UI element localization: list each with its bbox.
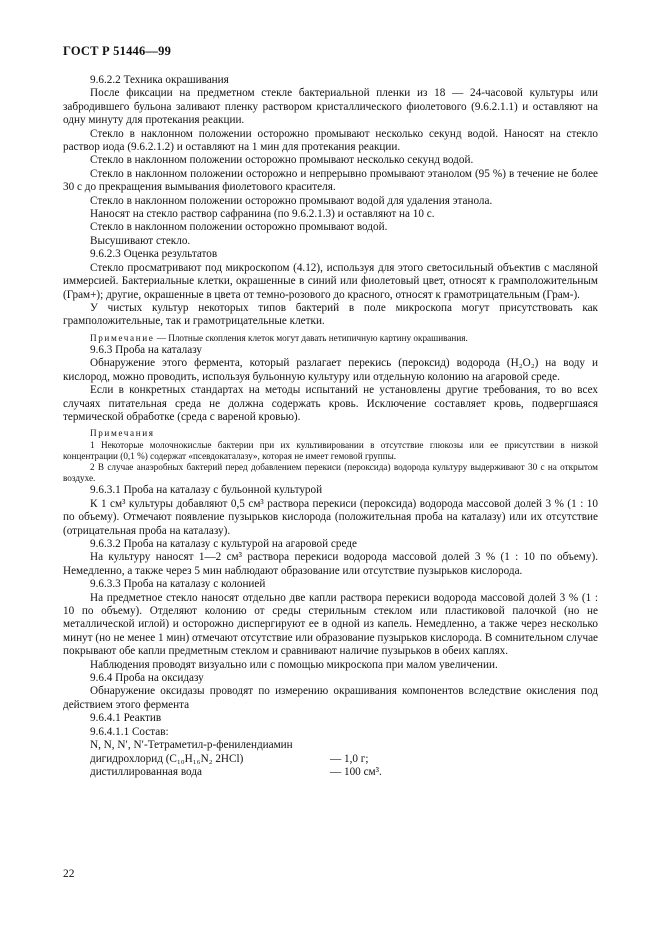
section-heading: N, N, N′, N′-Тетраметил-p-фенилендиамин <box>90 739 293 752</box>
paragraph: Если в конкретных стандартах на методы испытаний не установлены другие требования, то во всех случаях питательная среда не должна содержать кровь. Исключение составляет кровь, подвергшаяся термической обработке (среда с вареной кровью). <box>63 384 598 423</box>
section-heading: 9.6.4.1.1 Состав: <box>90 725 169 738</box>
note-text: — Плотные скопления клеток могут давать нетипичную картину окрашивания. <box>154 332 468 343</box>
paragraph: Обнаружение этого фермента, который разлагает перекись (пероксид) водорода (H₂O₂) на воду и кислород, можно проводить, используя бульонную культуру или отдельную колонию на агаровой среде. <box>63 357 598 383</box>
document-body <box>63 74 598 779</box>
paragraph: Стекло в наклонном положении осторожно промывают водой. <box>90 221 388 234</box>
section-heading: 9.6.2.2 Техника окрашивания <box>90 74 229 86</box>
section-heading: 9.6.3 Проба на каталазу <box>90 343 203 356</box>
paragraph: Стекло просматривают под микроскопом (4.12), используя для этого светосильный объектив с масляной иммерсией. Бактериальные клетки, окрашенные в синий или фиолетовый цвет, относят к грамположительным (Грам+); другие, окрашенные в цвета от темно-розового до красного, относят к грамотрицательным (Грам-). <box>63 261 598 301</box>
section-heading: 9.6.4 Проба на оксидазу <box>90 672 204 685</box>
paragraph: Высушивают стекло. <box>90 234 191 247</box>
component-amount: — 100 см³. <box>330 765 382 778</box>
paragraph: Наблюдения проводят визуально или с помощью микроскопа при малом увеличении. <box>90 658 498 671</box>
paragraph: На предметное стекло наносят отдельно две капли раствора перекиси водорода массовой долей 3 % (1 : 10 по объему). Отделяют колонию от среды стерильным стеклом или пластиковой палочкой (но не металлической иглой) и осторожно диспергируют ее в одной из капель. Немедленно, а также через несколько минут (но не менее 1 мин) отмечают отсутствие или образование пузырьков кислорода. В сомнительном случае покрывают обе капли предметным стеклом и сравнивают наличие пузырьков в обеих каплях. <box>63 591 598 658</box>
notes-heading: Примечания <box>90 428 155 439</box>
page-number: 22 <box>63 868 75 880</box>
paragraph: Стекло в наклонном положении осторожно промывают водой для удаления этанола. <box>90 194 493 207</box>
note-label: Примечание <box>90 332 155 343</box>
section-heading: 9.6.3.1 Проба на каталазу с бульонной культурой <box>90 484 323 497</box>
paragraph: После фиксации на предметном стекле бактериальной пленки из 18 — 24-часовой культуры или забродившего бульона заливают пленку раствором кристаллического фиолетового (9.6.2.1.1) и оставляют на одну минуту для протекания реакции. <box>63 87 598 127</box>
paragraph: Стекло в наклонном положении осторожно промывают несколько секунд водой. Наносят на стекло раствор иода (9.6.2.1.2) и оставляют на 1 мин для протекания реакции. <box>63 127 598 154</box>
section-heading: 9.6.3.3 Проба на каталазу с колонией <box>90 578 266 591</box>
composition-row <box>63 753 598 766</box>
section-heading: 9.6.4.1 Реактив <box>90 712 162 725</box>
paragraph: На культуру наносят 1—2 см³ раствора перекиси водорода массовой долей 3 % (1 : 10 по объему). Немедленно, а также через 5 мин наблюдают образование или отсутствие пузырьков кислорода. <box>63 551 598 577</box>
component-amount: — 1,0 г; <box>330 752 369 765</box>
note-item: 1 Некоторые молочнокислые бактерии при их культивировании в отсутствие глюкозы или ее присутствии в низкой концентрации (0,1 %) содержат «псевдокаталазу», которая не имеет гемовой группы. <box>63 439 598 461</box>
composition-row <box>63 766 598 779</box>
section-heading: 9.6.3.2 Проба на каталазу с культурой на агаровой среде <box>90 538 357 550</box>
paragraph: Обнаружение оксидазы проводят по измерению окрашивания компонентов вследствие окисления под действием этого фермента <box>63 685 598 711</box>
paragraph: Стекло в наклонном положении осторожно и непрерывно промывают этанолом (95 %) в течение не более 30 с до прекращения вымывания фиолетового красителя. <box>63 167 598 194</box>
component-name: дистиллированная вода <box>90 765 202 778</box>
paragraph: К 1 см³ культуры добавляют 0,5 см³ раствора перекиси (пероксида) водорода массовой долей 3 % (1 : 10 по объему). Отмечают появление пузырьков кислорода (положительная проба на каталазу) или их отсутствие (отрицательная проба на каталазу). <box>63 497 598 537</box>
section-heading: 9.6.2.3 Оценка результатов <box>90 248 218 261</box>
paragraph: Стекло в наклонном положении осторожно промывают несколько секунд водой. <box>90 154 474 167</box>
note <box>63 333 598 344</box>
component-name: дигидрохлорид (C₁₀H₁₆N₂ 2HCl) <box>90 752 244 765</box>
note-item: 2 В случае анаэробных бактерий перед добавлением перекиси (пероксида) водорода культуру выдерживают 30 с на открытом воздухе. <box>63 461 598 484</box>
paragraph: У чистых культур некоторых типов бактерий в поле микроскопа могут присутствовать как грамположительные, так и грамотрицательные клетки. <box>63 301 598 328</box>
paragraph: Наносят на стекло раствор сафранина (по 9.6.2.1.3) и оставляют на 10 с. <box>90 208 435 221</box>
document-header: ГОСТ Р 51446—99 <box>63 44 172 58</box>
